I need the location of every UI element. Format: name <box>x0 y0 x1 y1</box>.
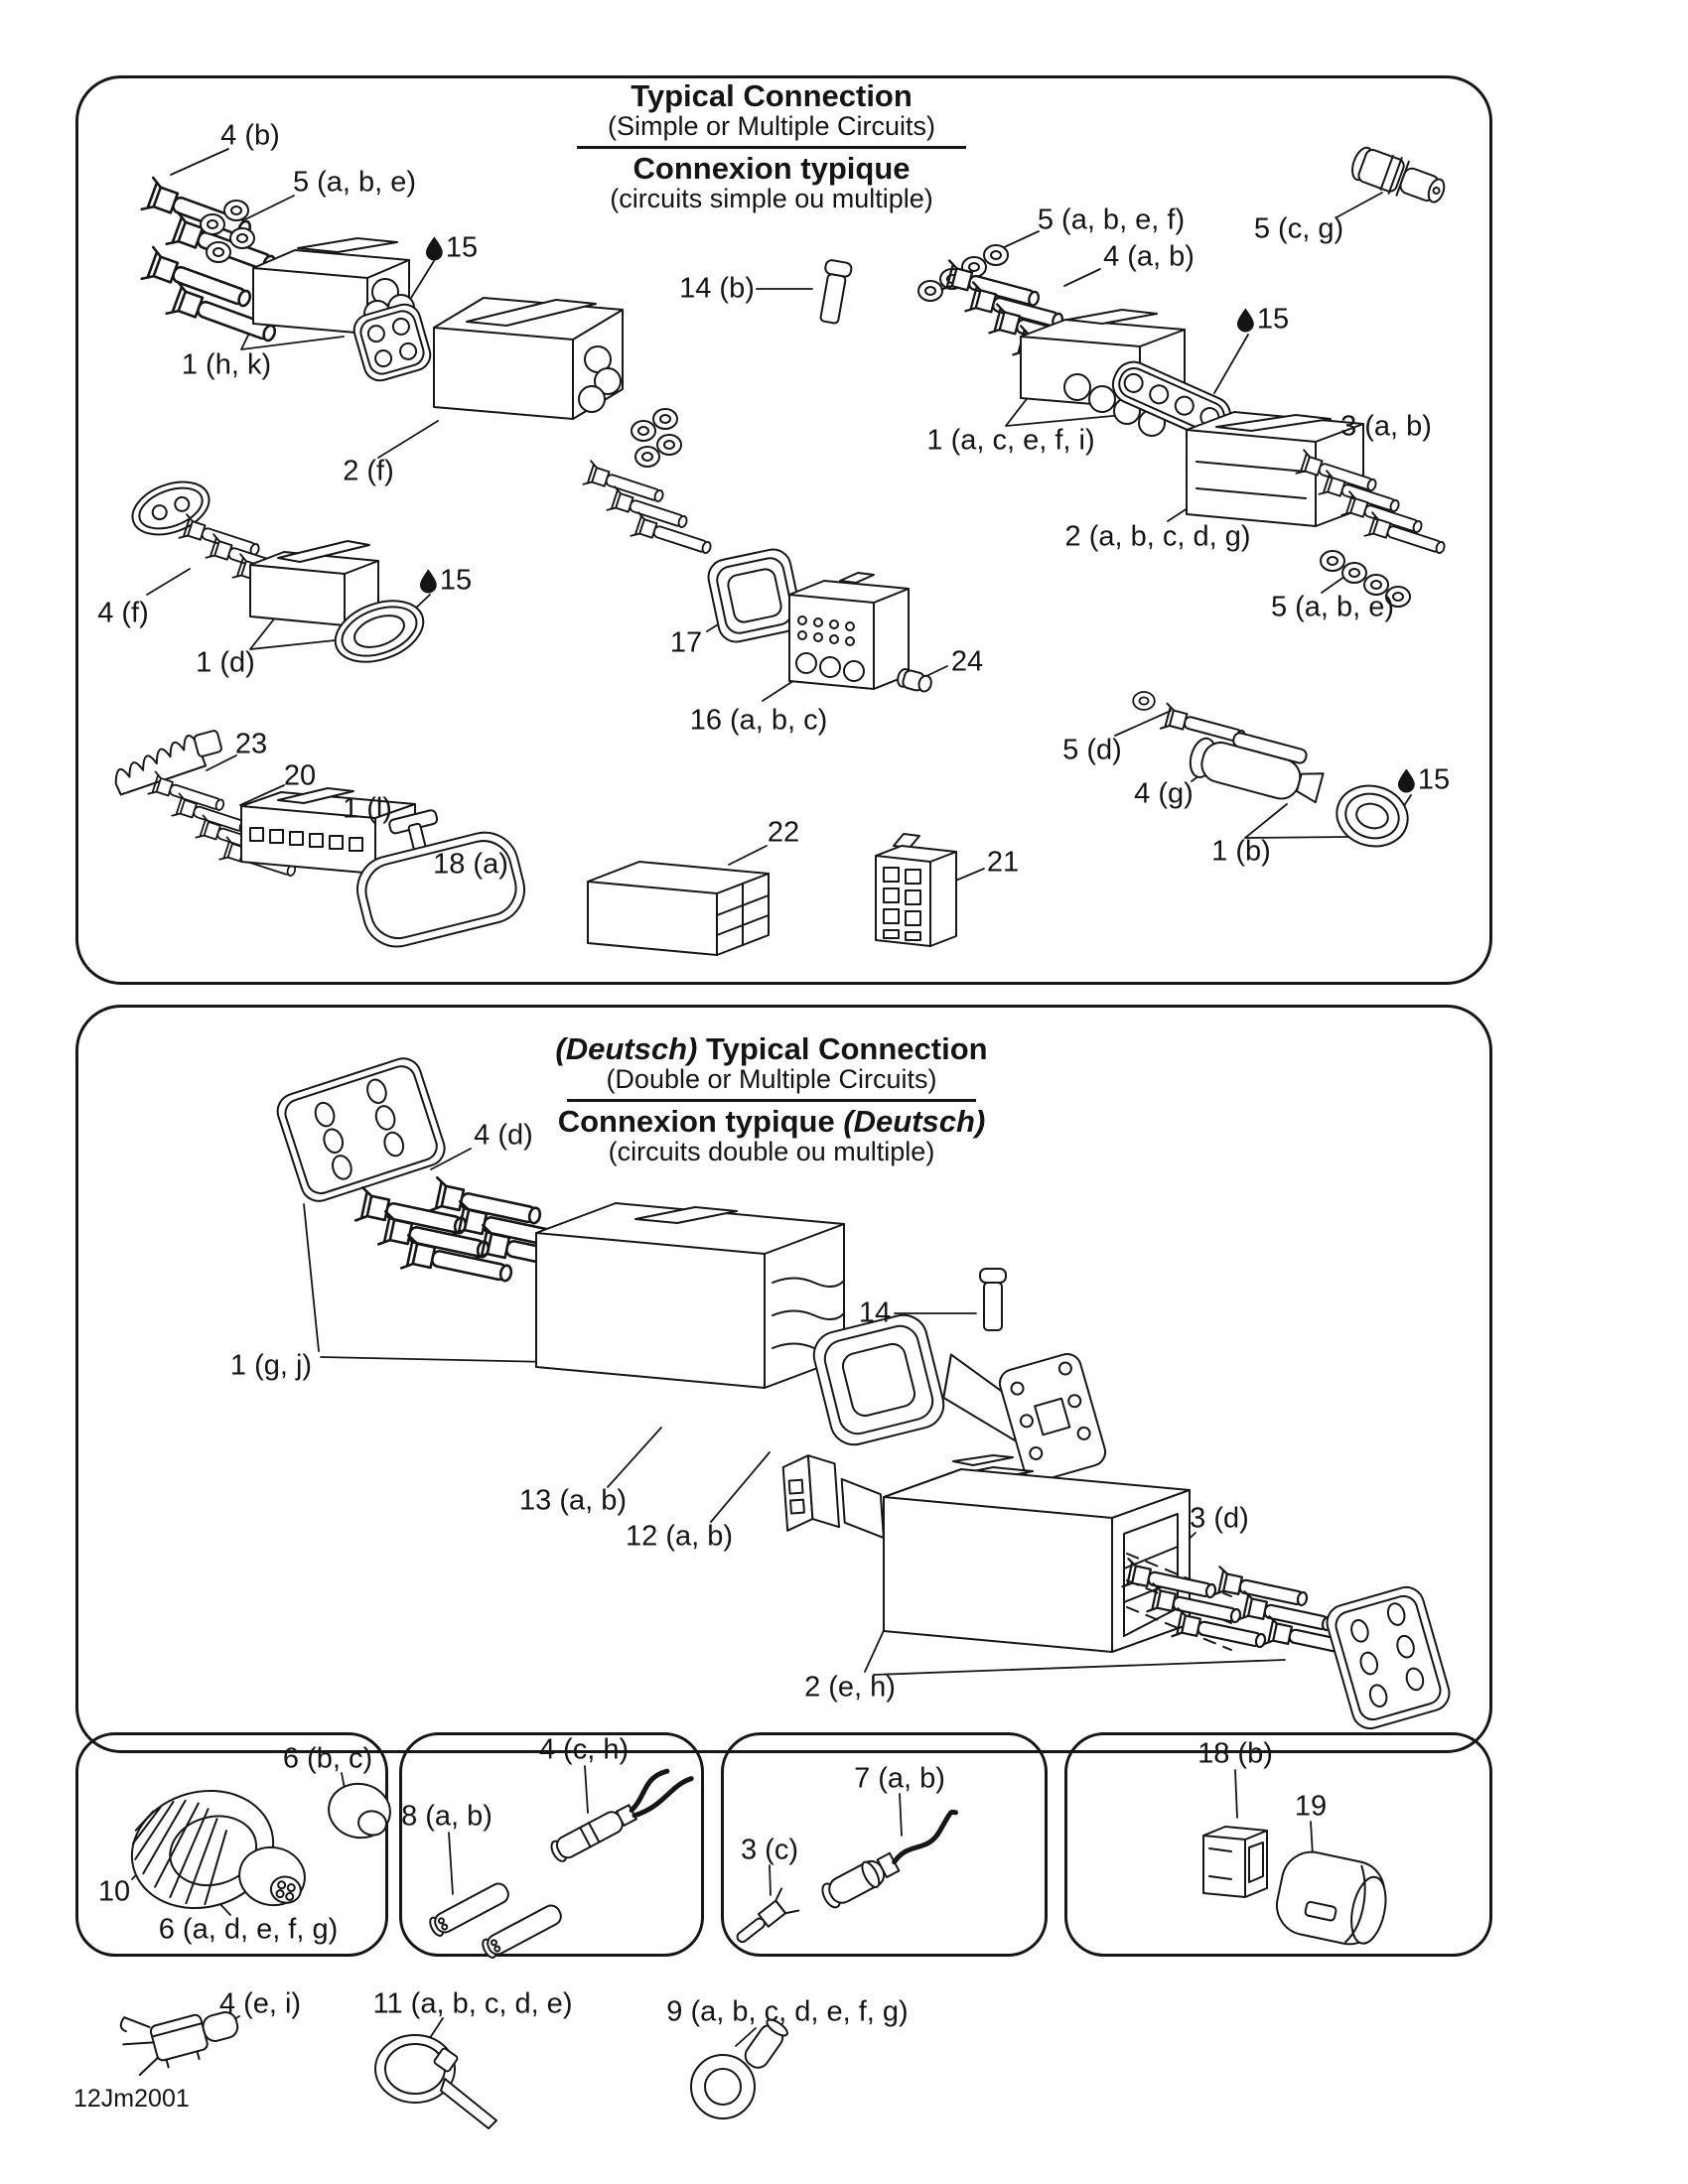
callout-18b: 18 (b) <box>1197 1737 1273 1770</box>
callout-6adefg: 6 (a, d, e, f, g) <box>158 1913 339 1946</box>
art-connector-1b <box>1187 722 1328 808</box>
callout-4ab: 4 (a, b) <box>1103 240 1195 273</box>
callout-lube-15-4: 15 <box>1398 764 1450 797</box>
callout-5d: 5 (d) <box>1062 734 1122 766</box>
callout-3c: 3 (c) <box>741 1834 798 1866</box>
art-cabletie-11 <box>375 2035 496 2128</box>
callout-2eh: 2 (e, h) <box>804 1671 896 1704</box>
middle-subtitle-en: (Double or Multiple Circuits) <box>606 1064 937 1095</box>
callout-14b: 14 (b) <box>679 272 755 305</box>
callout-5abe-1: 5 (a, b, e) <box>292 166 417 199</box>
art-plate-1gj <box>273 1054 449 1206</box>
callout-24: 24 <box>950 645 984 678</box>
callout-3d: 3 (d) <box>1190 1502 1249 1535</box>
art-bullet-7ab <box>817 1811 969 1911</box>
callout-1acefi: 1 (a, c, e, f, i) <box>926 424 1095 457</box>
callout-5abe-2: 5 (a, b, e) <box>1270 591 1395 623</box>
art-terminals-3b <box>583 461 714 560</box>
art-endplate-2eh <box>1323 1583 1453 1733</box>
art-deutsch-plug-body <box>536 1203 844 1388</box>
callout-lube-15-2: 15 <box>1237 304 1289 337</box>
callout-21: 21 <box>986 846 1020 879</box>
figure-code: 12Jm2001 <box>73 2085 190 2113</box>
callout-2f: 2 (f) <box>343 455 394 487</box>
callout-5abef: 5 (a, b, e, f) <box>1037 204 1186 236</box>
callout-4ch: 4 (c, h) <box>538 1733 630 1766</box>
callout-8ab: 8 (a, b) <box>401 1800 492 1833</box>
art-seal-5d <box>1133 692 1155 710</box>
art-terminal-3c <box>730 1888 798 1951</box>
middle-title-fr-main: Connexion typique <box>557 1103 835 1139</box>
lubricant-drop-icon <box>420 569 437 593</box>
art-block-16abc <box>789 573 909 689</box>
callout-18a: 18 (a) <box>433 848 508 881</box>
middle-title-en-main: Typical Connection <box>705 1031 988 1066</box>
middle-title-fr <box>553 1105 990 1138</box>
middle-box-title <box>553 1032 990 1166</box>
art-wedgelock-12ab <box>782 1450 884 1544</box>
callout-1hk: 1 (h, k) <box>181 348 272 381</box>
top-title-en: Typical Connection <box>631 78 913 113</box>
art-tube-4ch <box>544 1762 698 1864</box>
middle-title-en-prefix: (Deutsch) <box>555 1031 698 1066</box>
art-connector-21 <box>876 834 956 946</box>
callout-22: 22 <box>767 816 800 849</box>
middle-title-fr-suffix: (Deutsch) <box>843 1103 986 1139</box>
top-subtitle-en: (Simple or Multiple Circuits) <box>607 111 936 142</box>
art-pin-14 <box>980 1269 1006 1330</box>
callout-13ab: 13 (a, b) <box>519 1484 627 1517</box>
art-connector-2f <box>434 298 623 419</box>
art-grommet-6bc <box>325 1779 394 1843</box>
top-box-title <box>563 79 980 213</box>
callout-7ab: 7 (a, b) <box>854 1762 945 1795</box>
lubricant-drop-icon <box>1237 308 1254 332</box>
callout-6bc: 6 (b, c) <box>282 1742 373 1775</box>
callout-4ei: 4 (e, i) <box>218 1987 302 2020</box>
callout-19: 19 <box>1294 1790 1328 1823</box>
callout-4g: 4 (g) <box>1134 777 1194 810</box>
top-title-fr: Connexion typique <box>633 150 911 186</box>
callout-1l: 1 (l) <box>343 792 392 825</box>
middle-title-divider <box>567 1099 976 1102</box>
callout-10: 10 <box>97 1875 131 1908</box>
callout-14: 14 <box>858 1297 892 1329</box>
art-plug-24 <box>896 668 933 694</box>
callout-12ab: 12 (a, b) <box>626 1520 733 1553</box>
callout-1gj: 1 (g, j) <box>229 1349 313 1382</box>
callout-3ab: 3 (a, b) <box>1340 410 1432 443</box>
callout-4b: 4 (b) <box>220 119 280 152</box>
art-cover-18b <box>1203 1827 1267 1897</box>
top-subtitle-fr: (circuits simple ou multiple) <box>610 184 933 214</box>
art-pin-14b <box>816 259 852 325</box>
callout-2abcdg: 2 (a, b, c, d, g) <box>1064 520 1251 553</box>
callout-1d: 1 (d) <box>196 646 255 679</box>
callout-4f: 4 (f) <box>97 597 149 629</box>
art-sleeves-8ab <box>428 1880 564 1960</box>
callout-16abc: 16 (a, b, c) <box>689 704 828 737</box>
art-seals-5abe-2 <box>632 409 681 467</box>
callout-20: 20 <box>283 759 317 792</box>
callout-lube-15-3: 15 <box>420 565 472 598</box>
art-ring-terminal-9 <box>691 2017 789 2118</box>
callout-1b: 1 (b) <box>1211 835 1271 868</box>
callout-11abcde: 11 (a, b, c, d, e) <box>372 1987 573 2020</box>
callout-4d: 4 (d) <box>474 1119 533 1152</box>
callout-5cg: 5 (c, g) <box>1253 212 1344 245</box>
top-title-divider <box>577 146 966 149</box>
art-plug-5cg <box>1347 143 1449 210</box>
lubricant-drop-icon <box>426 236 443 260</box>
middle-title-en <box>553 1032 990 1065</box>
callout-9abcdefg: 9 (a, b, c, d, e, f, g) <box>666 1995 909 2028</box>
middle-subtitle-fr: (circuits double ou multiple) <box>608 1137 935 1167</box>
callout-23: 23 <box>234 728 268 760</box>
lubricant-drop-icon <box>1398 768 1415 792</box>
callout-lube-15-1: 15 <box>426 232 478 265</box>
art-housing-22 <box>588 862 769 955</box>
callout-17: 17 <box>669 626 703 659</box>
art-boot-19 <box>1271 1846 1393 1951</box>
